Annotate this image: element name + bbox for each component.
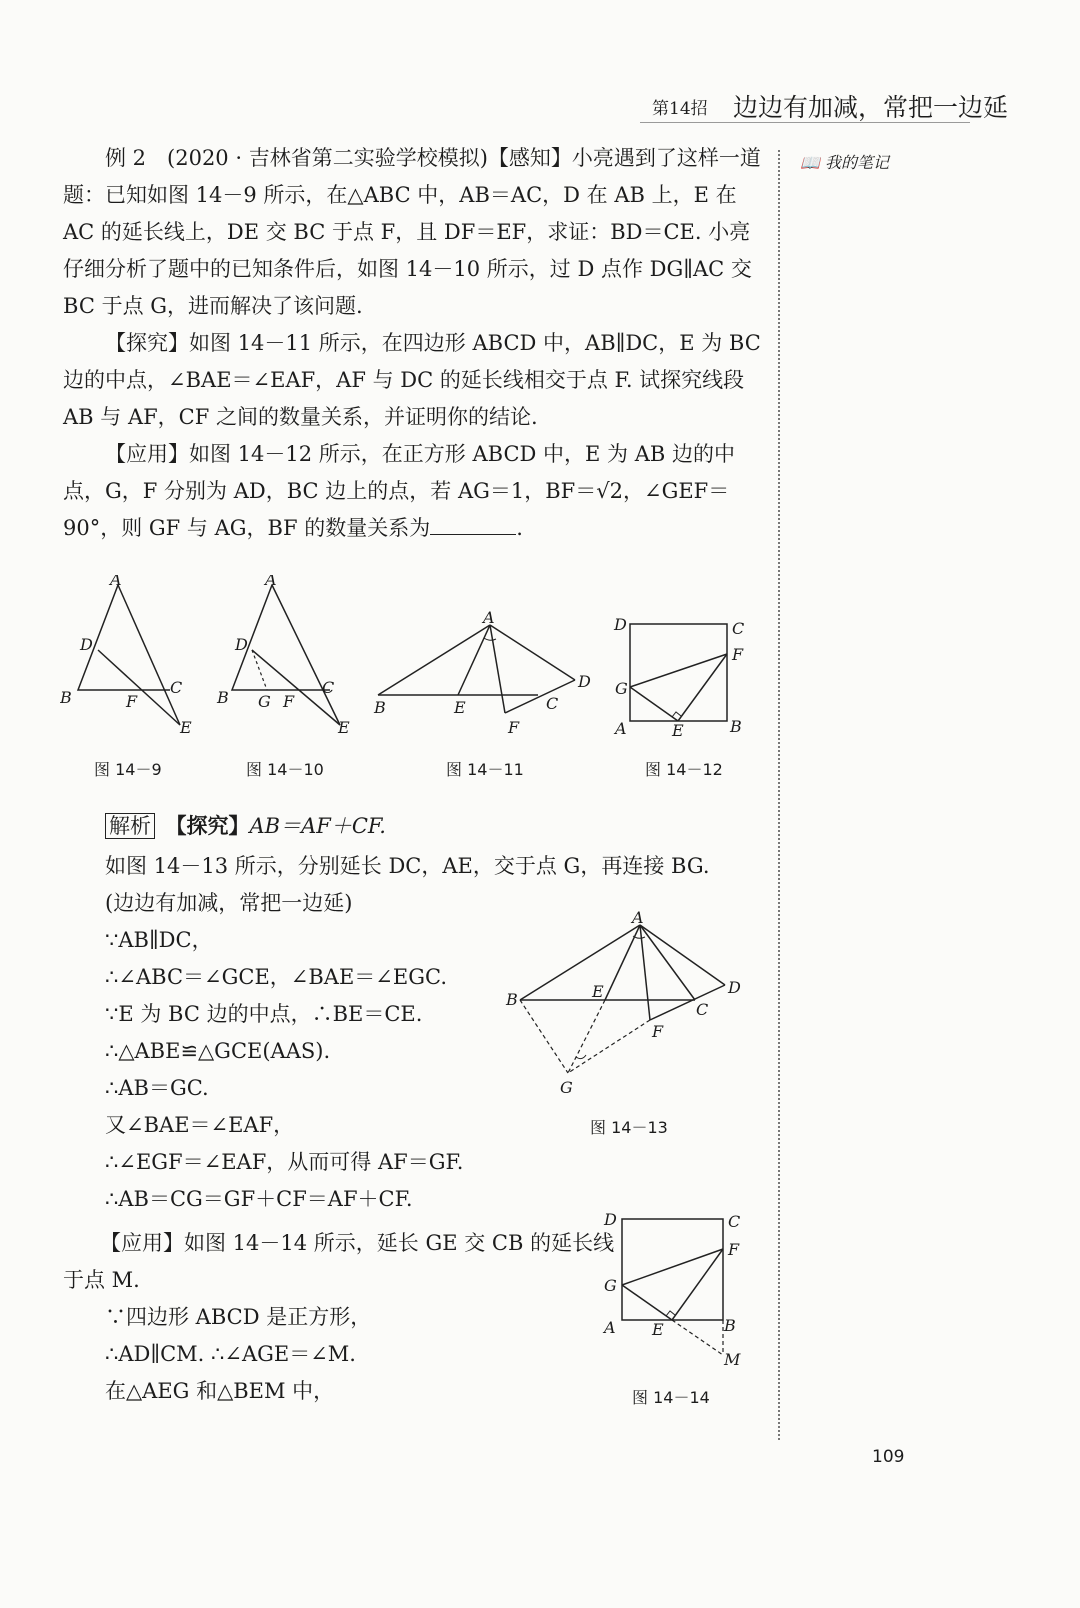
f9-label-b: B (60, 688, 72, 707)
solution-line: ∴∠EGF＝∠EAF，从而可得 AF＝GF. (105, 1150, 464, 1174)
solution-line: ∵AB∥DC， (105, 928, 213, 952)
book-icon: 📖 (800, 153, 820, 172)
f14-label-f: F (728, 1240, 740, 1259)
f10-label-c: C (322, 678, 335, 697)
solution-line: ∴∠ABC＝∠GCE，∠BAE＝∠EGC. (105, 965, 447, 989)
solution-line: ∴△ABE≌△GCE(AAS). (105, 1039, 331, 1063)
f13-label-f: F (652, 1022, 664, 1041)
f13-label-b: B (506, 990, 518, 1009)
f11-label-e: E (454, 698, 466, 717)
header-rule (640, 122, 970, 123)
solution-tag: 解析 (105, 813, 155, 839)
f12-label-f: F (732, 645, 744, 664)
notes-label: 📖 我的笔记 (800, 153, 890, 172)
f10-label-d: D (235, 635, 248, 654)
solution-line: 如图 14－13 所示，分别延长 DC，AE，交于点 G，再连接 BG. (105, 854, 710, 878)
figure-14-9 (60, 575, 200, 749)
f9-label-a: A (110, 575, 122, 589)
figure-14-11 (370, 605, 600, 749)
answer-blank (430, 516, 516, 535)
f9-label-e: E (180, 718, 192, 737)
solution-line: ∵E 为 BC 边的中点，∴BE＝CE. (105, 1002, 423, 1026)
f10-label-a: A (265, 575, 277, 589)
f12-label-e: E (672, 721, 684, 740)
notes-divider (778, 150, 780, 1440)
f13-label-g: G (560, 1078, 573, 1097)
f11-label-b: B (374, 698, 386, 717)
f11-label-f: F (508, 718, 520, 737)
figure-14-14 (600, 1205, 760, 1384)
f9-label-d: D (80, 635, 93, 654)
f11-label-c: C (546, 694, 559, 713)
f14-label-b: B (724, 1316, 736, 1335)
figure-14-12 (610, 610, 750, 749)
caption-14-9: 图 14－9 (94, 760, 162, 779)
chapter-title: 边边有加减，常把一边延 (733, 93, 1009, 122)
caption-14-14: 图 14－14 (632, 1388, 710, 1407)
f12-label-a: A (615, 719, 627, 738)
f10-label-e: E (338, 718, 350, 737)
solution-header: 解析 【探究】AB＝AF＋CF. (105, 808, 386, 845)
f13-label-d: D (728, 978, 741, 997)
apply-line-5: 在△AEG 和△BEM 中， (105, 1379, 335, 1403)
figure-14-10 (210, 575, 360, 749)
apply-line-1: 【应用】如图 14－14 所示，延长 GE 交 CB 的延长线 (100, 1231, 615, 1255)
page-number: 109 (872, 1447, 905, 1467)
problem-paragraph-3: 【应用】如图 14－12 所示，在正方形 ABCD 中，E 为 AB 边的中点，G，F 分别为 AD，BC 边上的点，若 AG＝1，BF＝√2，∠GEF＝90°，则 GF 与 AG，BF 的数量关系为 . (63, 442, 735, 540)
f12-label-c: C (732, 619, 745, 638)
f11-label-d: D (578, 672, 591, 691)
f14-label-a: A (604, 1318, 616, 1337)
f14-label-c: C (728, 1212, 741, 1231)
f14-label-e: E (652, 1320, 664, 1339)
f13-label-c: C (696, 1000, 709, 1019)
caption-14-10: 图 14－10 (246, 760, 324, 779)
apply-line-3: ∵四边形 ABCD 是正方形， (105, 1305, 372, 1329)
f14-label-m: M (724, 1350, 741, 1369)
f14-label-g: G (604, 1276, 617, 1295)
caption-14-12: 图 14－12 (645, 760, 723, 779)
apply-line-4: ∴AD∥CM. ∴∠AGE＝∠M. (105, 1342, 356, 1366)
problem-paragraph-1: 例 2 (2020 · 吉林省第二实验学校模拟)【感知】小亮遇到了这样一道题：已知如图 14－9 所示，在△ABC 中，AB＝AC，D 在 AB 上，E 在 AC 的延长线上，DE 交 BC 于点 F，且 DF＝EF，求证：BD＝CE. 小亮仔细分析了题中的已知条件后，如图 14－10 所示，过 D 点作 DG∥AC 交 BC 于点 G，进而解决了该问题. (63, 146, 761, 318)
f13-label-e: E (592, 982, 604, 1001)
solution-line: (边边有加减，常把一边延) (105, 891, 353, 915)
solution-line: 又∠BAE＝∠EAF， (105, 1113, 295, 1137)
f10-label-f: F (283, 692, 295, 711)
problem-paragraph-2: 【探究】如图 14－11 所示，在四边形 ABCD 中，AB∥DC，E 为 BC 边的中点，∠BAE＝∠EAF，AF 与 DC 的延长线相交于点 F. 试探究线段 AB 与 AF，CF 之间的数量关系，并证明你的结论. (63, 331, 761, 429)
f12-label-g: G (615, 679, 628, 698)
apply-line-2: 于点 M. (63, 1268, 140, 1292)
f11-label-a: A (483, 608, 495, 627)
f13-label-a: A (632, 908, 644, 927)
f10-label-g: G (258, 692, 271, 711)
solution-line: ∴AB＝CG＝GF＋CF＝AF＋CF. (105, 1187, 413, 1211)
f9-label-f: F (126, 692, 138, 711)
caption-14-11: 图 14－11 (446, 760, 524, 779)
caption-14-13: 图 14－13 (590, 1118, 668, 1137)
chapter-number: 第14招 (652, 99, 708, 119)
f12-label-b: B (730, 717, 742, 736)
f9-label-c: C (170, 678, 183, 697)
f10-label-b: B (217, 688, 229, 707)
solution-line: ∴AB＝GC. (105, 1076, 209, 1100)
f14-label-d: D (604, 1210, 617, 1229)
figure-14-13 (500, 905, 750, 1104)
f12-label-d: D (614, 615, 627, 634)
